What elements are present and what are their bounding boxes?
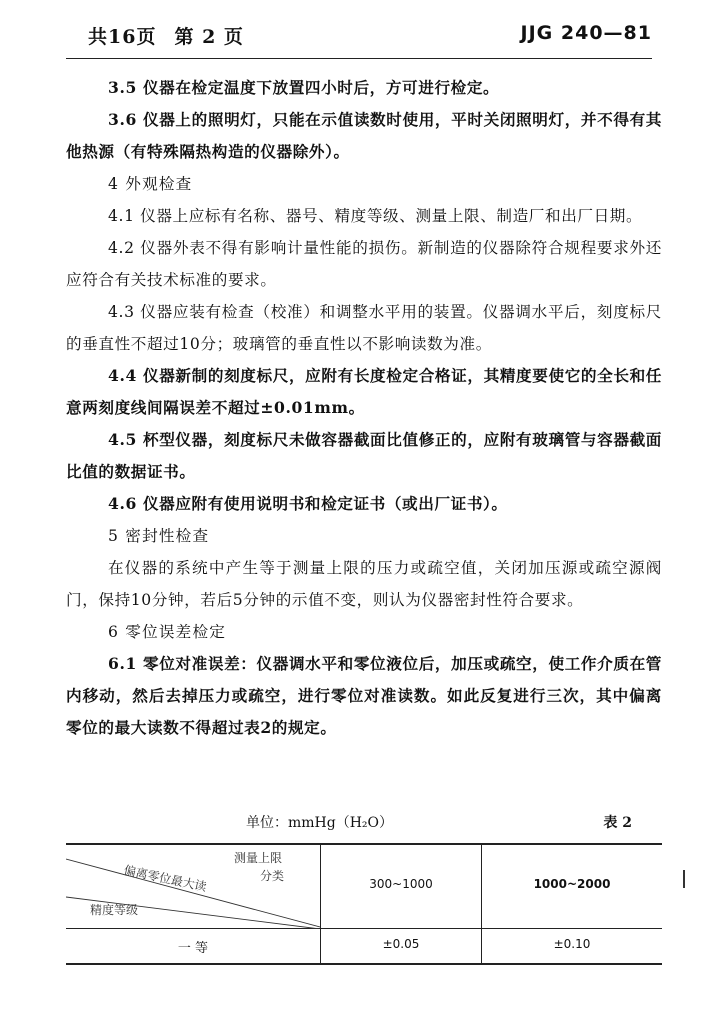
para-4-5: 4.5 杯型仪器，刻度标尺未做容器截面比值修正的，应附有玻璃管与容器截面比值的数据证书。 [66,430,662,481]
row1-value-col2: ±0.10 [553,937,591,951]
para-4-3: 4.3 仪器应装有检查（校准）和调整水平用的装置。仪器调水平后，刻度标尺的垂直性不超过10分；玻璃管的垂直性以不影响读数为准。 [66,303,662,353]
section-5-heading: 5 密封性检查 [108,527,210,545]
table-unit: 单位：mmHg（H₂O） [246,815,394,831]
table-label: 表 2 [603,815,632,831]
table-caption [66,812,662,836]
para-4-1: 4.1 仪器上应标有名称、器号、精度等级、测量上限、制造厂和出厂日期。 [108,207,643,225]
corner-label-top: 测量上限 [234,851,283,865]
row-label-first-grade: 一 等 [177,941,209,956]
para-6-1: 6.1 零位对准误差：仪器调水平和零位液位后，加压或疏空，使工作介质在管内移动，然后去掉压力或疏空，进行零位对准读数。如此反复进行三次，其中偏离零位的最大读数不得超过表2的规定。 [66,654,662,737]
document-code: JJG 240—81 [520,22,652,44]
row1-value-col1: ±0.05 [382,937,420,951]
page-current: 第 2 页 [174,26,244,48]
col-header-1: 300~1000 [369,877,433,891]
document-body [66,72,662,744]
col-header-2: 1000~2000 [533,877,611,891]
corner-label-bottom: 精度等级 [90,903,139,917]
para-3-5: 3.5 仪器在检定温度下放置四小时后，方可进行检定。 [108,78,500,97]
para-4-4: 4.4 仪器新制的刻度标尺，应附有长度检定合格证，其精度要使它的全长和任意两刻度线间隔误差不超过±0.01mm。 [66,366,662,417]
margin-mark [683,870,685,888]
section-6-heading: 6 零位误差检定 [108,623,227,641]
header-rule [66,58,652,59]
page-counter [88,22,244,49]
para-3-6: 3.6 仪器上的照明灯，只能在示值读数时使用，平时关闭照明灯，并不得有其他热源（有特殊隔热构造的仪器除外）。 [66,110,662,161]
corner-label-mid: 偏离零位最大读 [122,862,208,895]
section-4-heading: 4 外观检查 [108,175,193,193]
table-bottom-rule [66,963,662,965]
para-4-6: 4.6 仪器应附有使用说明书和检定证书（或出厂证书）。 [108,494,508,513]
para-5: 在仪器的系统中产生等于测量上限的压力或疏空值，关闭加压源或疏空源阀门，保持10分钟，若后5分钟的示值不变，则认为仪器密封性符合要求。 [66,559,662,609]
table-2 [66,843,662,967]
corner-label-top2: 分类 [260,869,285,883]
pages-total: 共16页 [88,26,157,48]
para-4-2: 4.2 仪器外表不得有影响计量性能的损伤。新制造的仪器除符合规程要求外还应符合有关技术标准的要求。 [66,239,662,289]
